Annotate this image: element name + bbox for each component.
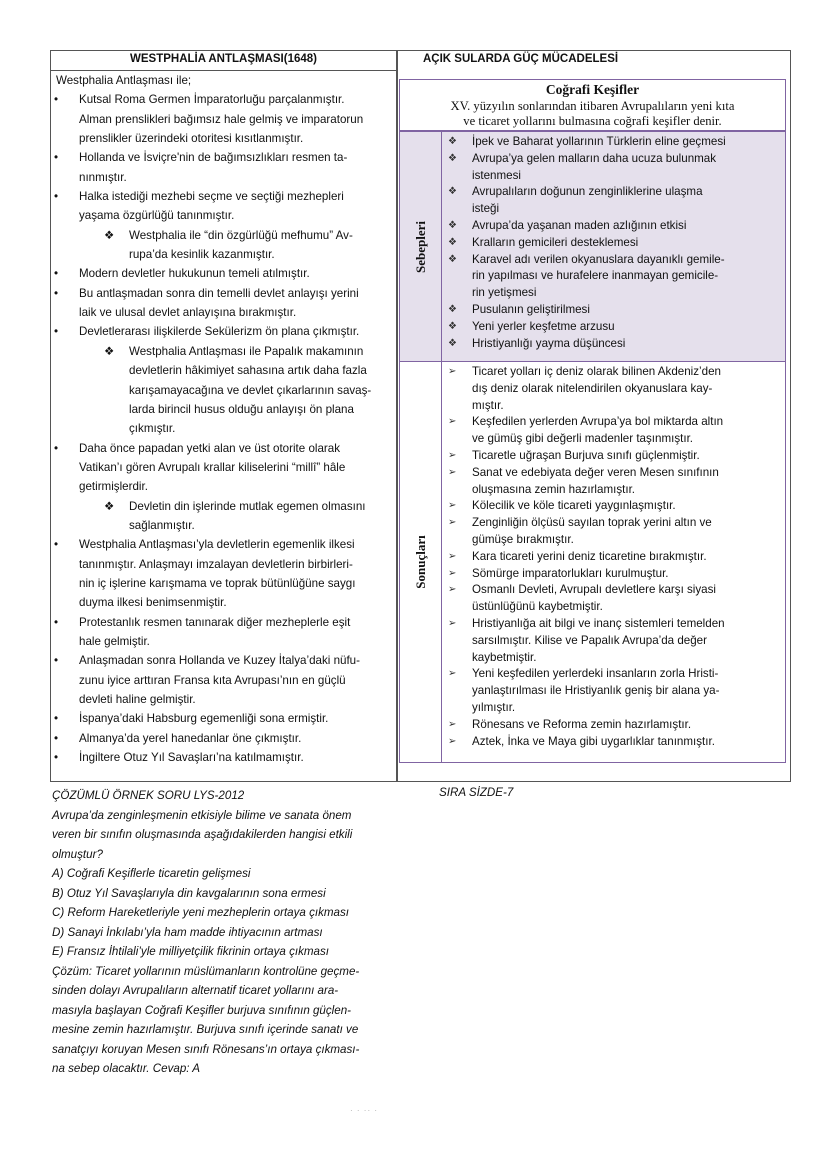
bullet-icon: • bbox=[54, 441, 59, 455]
question-stem: Avrupa’da zenginleşmenin etkisiyle bilime ve sanata önem veren bir sınıfın oluşmasında aşağıdakilerden hangisi etkili olmuştur? bbox=[52, 808, 353, 861]
arrow-bullet-icon: ➢ bbox=[448, 567, 457, 579]
bullet-icon: • bbox=[54, 286, 59, 300]
cause-text: İpek ve Baharat yollarının Türklerin eline geçmesi bbox=[472, 135, 726, 148]
result-item bbox=[442, 465, 785, 499]
cause-text: Avrupalıların doğunun zenginliklerine ulaşma isteği bbox=[472, 185, 703, 216]
item-text: Kutsal Roma Germen İmparatorluğu parçalanmıştır. Alman prenslikleri bağımsız hale gelmiş ve imparatorun prenslikler üzerindeki otoritesi kısıtlanmıştır. bbox=[79, 93, 364, 146]
result-text: Sömürge imparatorlukları kurulmuştur. bbox=[472, 566, 669, 580]
diamond-bullet-icon: ❖ bbox=[448, 320, 457, 332]
question-title: ÇÖZÜMLÜ ÖRNEK SORU LYS-2012 bbox=[52, 789, 245, 802]
cause-text: Avrupa’da yaşanan maden azlığının etkisi bbox=[472, 218, 687, 232]
cause-text: Pusulanın geliştirilmesi bbox=[472, 302, 590, 316]
item-text: İspanya’daki Habsburg egemenliği sona ermiştir. bbox=[79, 712, 329, 726]
causes-list bbox=[442, 134, 785, 352]
cause-item bbox=[442, 151, 785, 185]
cografi-kesifler-title: Coğrafi Keşifler bbox=[545, 82, 640, 97]
diamond-bullet-icon: ❖ bbox=[448, 303, 457, 315]
cause-item bbox=[442, 336, 785, 353]
westphalia-section bbox=[56, 71, 396, 767]
cause-item bbox=[442, 235, 785, 252]
cografi-kesifler-title-box bbox=[400, 80, 785, 132]
diamond-bullet-icon: ❖ bbox=[104, 344, 115, 358]
westphalia-list-item bbox=[56, 613, 396, 652]
diamond-bullet-icon: ❖ bbox=[104, 499, 115, 513]
column-divider bbox=[396, 51, 398, 781]
diamond-bullet-icon: ❖ bbox=[448, 236, 457, 248]
result-text: Kölecilik ve köle ticareti yaygınlaşmıştır. bbox=[472, 499, 676, 513]
causes-label-cell bbox=[400, 132, 442, 361]
arrow-bullet-icon: ➢ bbox=[448, 466, 457, 478]
westphalia-list-item bbox=[56, 709, 396, 728]
bullet-icon: • bbox=[54, 267, 59, 281]
bullet-icon: • bbox=[54, 615, 59, 629]
item-text: Anlaşmadan sonra Hollanda ve Kuzey İtalya’daki nüfu- zunu iyice arttıran Fransa kıta Avrupası’nın en güçlü devleti haline gelmiştir. bbox=[79, 654, 360, 706]
westphalia-heading: WESTPHALİA ANTLAŞMASI(1648) bbox=[130, 53, 317, 65]
answer-option: C) Reform Hareketleriyle yeni mezheplerin ortaya çıkması bbox=[52, 906, 350, 919]
arrow-bullet-icon: ➢ bbox=[448, 617, 457, 629]
diamond-bullet-icon: ❖ bbox=[448, 219, 457, 231]
item-text: Bu antlaşmadan sonra din temelli devlet anlayışı yerini laik ve ulusal devlet anlayışına bırakmıştır. bbox=[79, 286, 359, 320]
westphalia-list-item bbox=[56, 322, 396, 341]
answer-option: D) Sanayi İnkılabı’yla ham madde ihtiyacının artması bbox=[52, 925, 323, 939]
cause-item bbox=[442, 134, 785, 151]
cause-item bbox=[442, 218, 785, 235]
item-text: Westphalia Antlaşması ile Papalık makamının devletlerin hâkimiyet sahasına artık daha fazla karışamayacağına ve devlet çıkarlarının savaş- larda birincil husus olduğu anlayışı ön plana çıkmıştır. bbox=[129, 344, 372, 436]
results-label-cell bbox=[400, 362, 442, 762]
bullet-icon: • bbox=[54, 731, 59, 745]
westphalia-sub-item bbox=[56, 226, 396, 265]
item-text: Devletin din işlerinde mutlak egemen olmasını sağlanmıştır. bbox=[129, 499, 366, 532]
westphalia-list-item bbox=[56, 148, 396, 187]
item-text: Devletlerarası ilişkilerde Sekülerizm ön plana çıkmıştır. bbox=[79, 325, 360, 339]
question-solution: Çözüm: Ticaret yollarının müslümanların kontrolüne geçme- sinden dolayı Avrupalıların alternatif ticaret yollarını ara- masıyla başlayan Coğrafi Keşifler burjuva sınıfının güçlen- mesine zemin hazırlamıştır. Burjuva sınıfı içerinde sanatı ve sanatçıyı koruyan Mesen sınıfı Rönesans’ın ortaya çıkması- na sebep olacaktır. Cevap: A bbox=[52, 964, 360, 1075]
result-item bbox=[442, 448, 785, 465]
page-mark: · · ·· · bbox=[350, 1106, 378, 1115]
westphalia-list-item bbox=[56, 187, 396, 226]
diamond-bullet-icon: ❖ bbox=[448, 337, 457, 349]
westphalia-list-item bbox=[56, 264, 396, 283]
item-text: Halka istediği mezhebi seçme ve seçtiği mezhepleri yaşama özgürlüğü tanınmıştır. bbox=[79, 190, 344, 223]
arrow-bullet-icon: ➢ bbox=[448, 584, 457, 596]
result-item bbox=[442, 734, 785, 751]
cause-text: Yeni yerler keşfetme arzusu bbox=[472, 319, 615, 333]
arrow-bullet-icon: ➢ bbox=[448, 718, 457, 730]
result-item bbox=[442, 566, 785, 583]
result-item bbox=[442, 364, 785, 414]
cografi-kesifler-box bbox=[399, 79, 786, 763]
sira-sizde-label: SIRA SİZDE-7 bbox=[439, 786, 514, 799]
results-list bbox=[442, 364, 785, 750]
causes-row bbox=[400, 132, 785, 362]
result-text: Hristiyanlığa ait bilgi ve inanç sistemleri temelden sarsılmıştır. Kilise ve Papalık Avrupa’da değer kaybetmiştir. bbox=[472, 616, 725, 664]
result-text: Aztek, İnka ve Maya gibi uygarlıklar tanınmıştır. bbox=[472, 734, 715, 748]
bullet-icon: • bbox=[54, 538, 59, 552]
item-text: İngiltere Otuz Yıl Savaşları’na katılmamıştır. bbox=[79, 751, 304, 765]
arrow-bullet-icon: ➢ bbox=[448, 517, 457, 529]
arrow-bullet-icon: ➢ bbox=[448, 449, 457, 461]
result-item bbox=[442, 616, 785, 666]
bullet-icon: • bbox=[54, 93, 59, 107]
acik-sularda-heading: AÇIK SULARDA GÜÇ MÜCADELESİ bbox=[423, 53, 619, 65]
result-item bbox=[442, 414, 785, 448]
arrow-bullet-icon: ➢ bbox=[448, 416, 457, 428]
item-text: Protestanlık resmen tanınarak diğer mezheplerle eşit hale gelmiştir. bbox=[79, 615, 351, 648]
arrow-bullet-icon: ➢ bbox=[448, 366, 457, 377]
result-item bbox=[442, 582, 785, 616]
result-item bbox=[442, 666, 785, 716]
result-text: Ticaret yolları iç deniz olarak bilinen Akdeniz’den dış deniz olarak nitelendirilen okyanuslara kay- mıştır. bbox=[472, 365, 721, 412]
arrow-bullet-icon: ➢ bbox=[448, 500, 457, 512]
item-text: Westphalia ile “din özgürlüğü mefhumu” Av- rupa’da kesinlik kazanmıştır. bbox=[129, 228, 353, 262]
arrow-bullet-icon: ➢ bbox=[448, 735, 457, 747]
bullet-icon: • bbox=[54, 325, 59, 339]
arrow-bullet-icon: ➢ bbox=[448, 550, 457, 562]
result-text: Keşfedilen yerlerden Avrupa’ya bol miktarda altın ve gümüş gibi değerli madenler taşınmıştır. bbox=[472, 415, 724, 446]
arrow-bullet-icon: ➢ bbox=[448, 668, 457, 680]
cause-text: Kralların gemicileri desteklemesi bbox=[472, 235, 639, 249]
content-table bbox=[50, 50, 791, 782]
cause-text: Hristiyanlığı yayma düşüncesi bbox=[472, 336, 626, 350]
westphalia-list-item bbox=[56, 651, 396, 709]
cause-text: Avrupa’ya gelen malların daha ucuza bulunmak istenmesi bbox=[472, 151, 717, 182]
diamond-bullet-icon: ❖ bbox=[448, 152, 457, 164]
answer-option: B) Otuz Yıl Savaşlarıyla din kavgalarının sona ermesi bbox=[52, 886, 326, 900]
solved-question bbox=[52, 786, 412, 1079]
item-text: Westphalia Antlaşması’yla devletlerin egemenlik ilkesi tanınmıştır. Anlaşmayı imzalayan devletlerin birbirleri- nin iç işlerine karışmama ve toprak bütünlüğüne saygı duyma ilkesi benimsenmiştir. bbox=[79, 538, 356, 610]
bullet-icon: • bbox=[54, 654, 59, 668]
westphalia-list-item bbox=[56, 90, 396, 148]
westphalia-sub-item bbox=[56, 342, 396, 439]
item-text: Almanya’da yerel hanedanlar öne çıkmıştır. bbox=[79, 731, 302, 745]
westphalia-list-item bbox=[56, 729, 396, 748]
diamond-bullet-icon: ❖ bbox=[448, 136, 457, 147]
westphalia-list-item bbox=[56, 535, 396, 612]
diamond-bullet-icon: ❖ bbox=[448, 253, 457, 265]
results-label: Sonuçları bbox=[412, 535, 428, 589]
cause-item bbox=[442, 252, 785, 302]
item-text: Hollanda ve İsviçre'nin de bağımsızlıkları resmen ta- nınmıştır. bbox=[79, 151, 348, 184]
answer-option: E) Fransız İhtilali’yle milliyetçilik fikrinin ortaya çıkması bbox=[52, 945, 330, 958]
westphalia-intro: Westphalia Antlaşması ile; bbox=[56, 74, 192, 87]
diamond-bullet-icon: ❖ bbox=[448, 186, 457, 198]
result-text: Zenginliğin ölçüsü sayılan toprak yerini altın ve gümüşe bırakmıştır. bbox=[472, 516, 712, 546]
cause-text: Karavel adı verilen okyanuslara dayanıklı gemile- rin yapılması ve hurafelere inanmayan gemicile- rin yetişmesi bbox=[472, 252, 725, 300]
westphalia-sub-item bbox=[56, 497, 396, 536]
result-text: Osmanlı Devleti, Avrupalı devletlere karşı siyasi üstünlüğünü kaybetmiştir. bbox=[472, 583, 716, 614]
bullet-icon: • bbox=[54, 751, 59, 765]
bullet-icon: • bbox=[54, 712, 59, 726]
cografi-kesifler-definition: XV. yüzyılın sonlarından itibaren Avrupalıların yeni kıta ve ticaret yollarını bulmasına coğrafi keşifler denir. bbox=[450, 98, 735, 128]
causes-label: Sebepleri bbox=[412, 220, 428, 273]
answer-option: A) Coğrafi Keşiflerle ticaretin gelişmesi bbox=[52, 867, 251, 880]
result-text: Ticaretle uğraşan Burjuva sınıfı güçlenmiştir. bbox=[472, 448, 700, 462]
result-item bbox=[442, 498, 785, 515]
cause-item bbox=[442, 302, 785, 319]
result-text: Rönesans ve Reforma zemin hazırlamıştır. bbox=[472, 717, 692, 731]
results-row bbox=[400, 362, 785, 762]
bullet-icon: • bbox=[54, 190, 59, 204]
westphalia-list-item bbox=[56, 748, 396, 767]
result-text: Sanat ve edebiyata değer veren Mesen sınıfının oluşmasına zemin hazırlamıştır. bbox=[472, 465, 719, 496]
result-item bbox=[442, 717, 785, 734]
item-text: Modern devletler hukukunun temeli atılmıştır. bbox=[79, 267, 310, 281]
westphalia-list-item bbox=[56, 284, 396, 323]
westphalia-list-item bbox=[56, 439, 396, 497]
cause-item bbox=[442, 184, 785, 218]
bullet-icon: • bbox=[54, 151, 59, 165]
result-item bbox=[442, 515, 785, 549]
item-text: Daha önce papadan yetki alan ve üst otorite olarak Vatikan’ı gören Avrupalı krallar kiliselerini “millî” hâle getirmişlerdir. bbox=[79, 441, 346, 494]
diamond-bullet-icon: ❖ bbox=[104, 228, 115, 242]
result-item bbox=[442, 549, 785, 566]
result-text: Kara ticareti yerini deniz ticaretine bırakmıştır. bbox=[472, 549, 707, 563]
result-text: Yeni keşfedilen yerlerdeki insanların zorla Hristi- yanlaştırılması ile Hristiyanlık geniş bir alana ya- yılmıştır. bbox=[472, 667, 720, 714]
cause-item bbox=[442, 319, 785, 336]
